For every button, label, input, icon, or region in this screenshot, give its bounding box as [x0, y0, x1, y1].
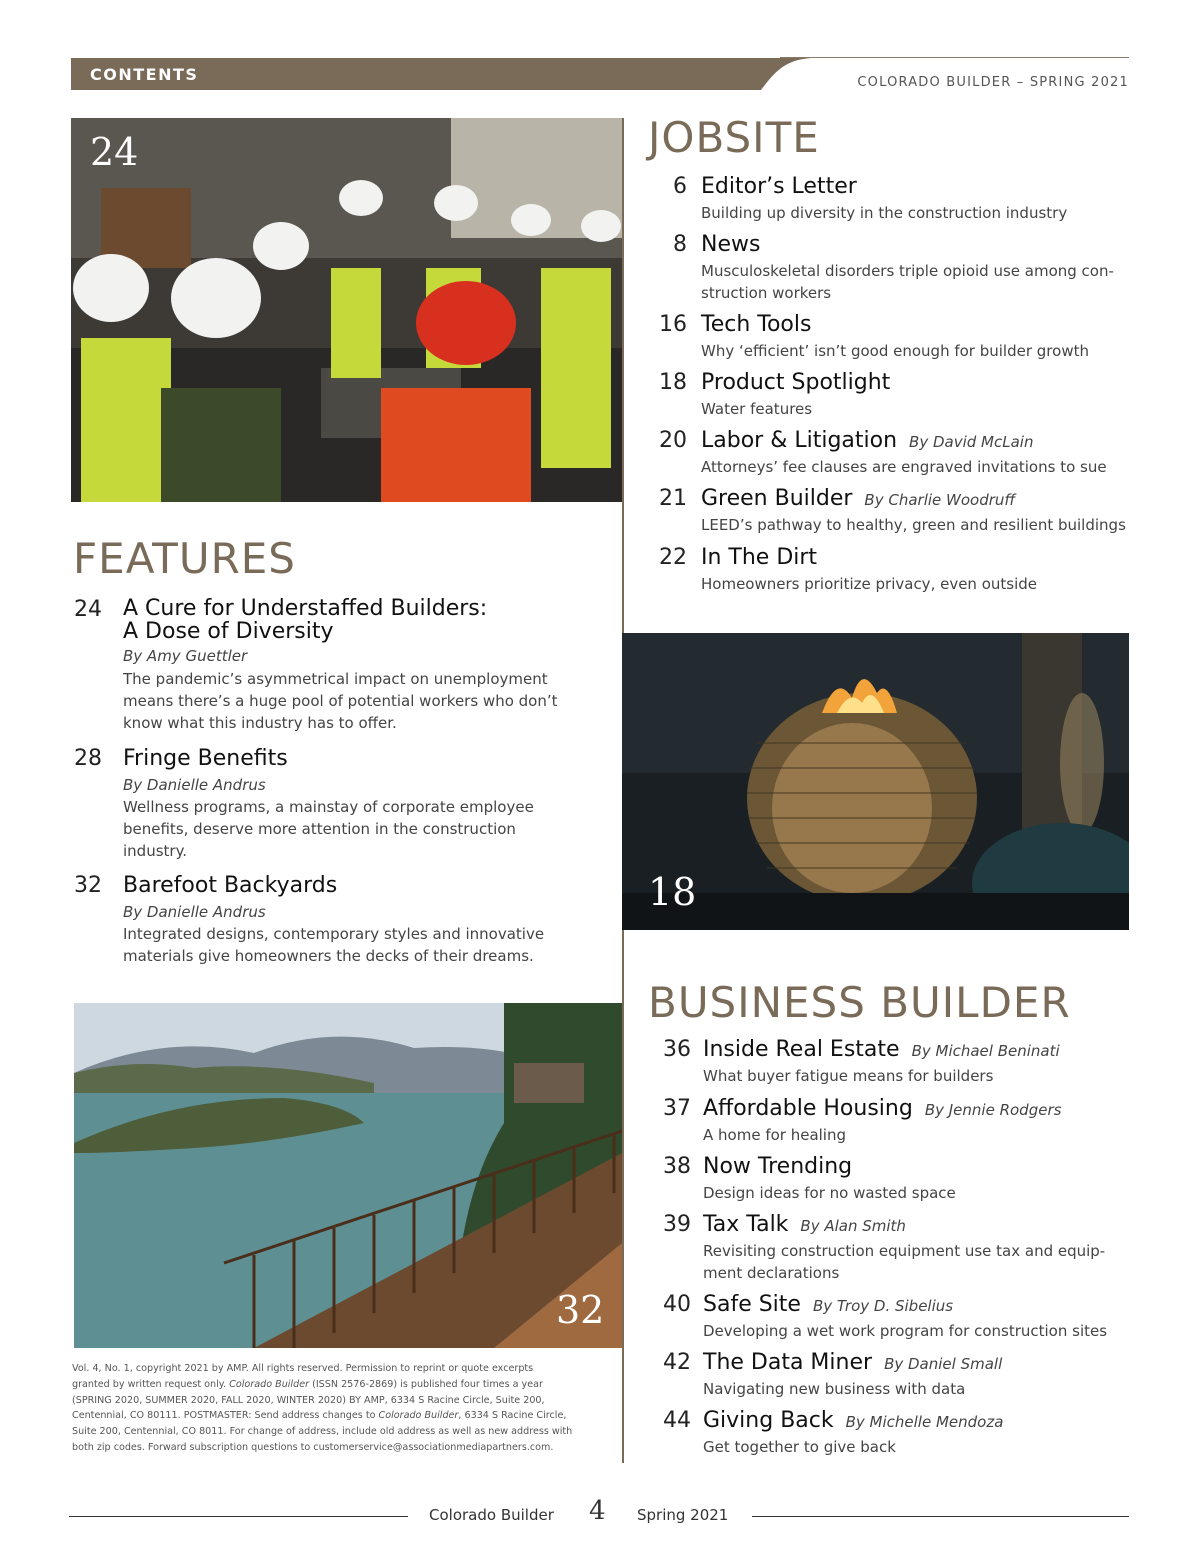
entry-page: 39 [663, 1212, 691, 1237]
entry-desc: The pandemic’s asymmetrical impact on unemployment [123, 670, 548, 688]
feature-entry[interactable] [72, 597, 612, 737]
jobsite-entry[interactable] [648, 370, 1138, 422]
entry-desc: Navigating new business with data [703, 1380, 966, 1398]
copyright-line: granted by written request only. Colorado Builder (ISSN 2576-2869) is published four times a year [72, 1378, 543, 1390]
entry-title: Inside Real Estate [703, 1037, 900, 1062]
business-entry[interactable] [648, 1350, 1138, 1402]
entry-desc: Wellness programs, a mainstay of corporate employee [123, 798, 534, 816]
entry-title: Barefoot Backyards [123, 873, 338, 898]
entry-title-line2: A Dose of Diversity [123, 619, 334, 644]
entry-title: Editor’s Letter [701, 174, 857, 199]
entry-byline: By Alan Smith [800, 1217, 906, 1235]
entry-page: 16 [659, 312, 687, 337]
entry-title: Fringe Benefits [123, 746, 288, 771]
fire-photo-page-number: 18 [648, 870, 697, 914]
entry-byline: By Michelle Mendoza [845, 1413, 1004, 1431]
fire-water-bowl-photo [622, 633, 1129, 930]
entry-page: 37 [663, 1096, 691, 1121]
entry-page: 21 [659, 486, 687, 511]
entry-page: 32 [74, 873, 102, 898]
footer-magazine: Colorado Builder [429, 1506, 554, 1524]
entry-desc: industry. [123, 842, 188, 860]
feature-entry[interactable] [72, 746, 612, 864]
entry-page: 22 [659, 545, 687, 570]
entry-title: Affordable Housing [703, 1096, 913, 1121]
entry-desc: Developing a wet work program for construction sites [703, 1322, 1108, 1340]
jobsite-entry[interactable] [648, 232, 1138, 304]
copyright-line: (SPRING 2020, SUMMER 2020, FALL 2020, WINTER 2020) BY AMP, 6334 S Racine Circle, Suite 200, [72, 1394, 545, 1406]
entry-title: Product Spotlight [701, 370, 891, 395]
entry-desc: means there’s a huge pool of potential workers who don’t [123, 692, 558, 710]
entry-byline: By Amy Guettler [123, 647, 248, 665]
entry-desc: Attorneys’ fee clauses are engraved invitations to sue [701, 458, 1107, 476]
entry-desc: benefits, deserve more attention in the construction [123, 820, 516, 838]
copyright-line: both zip codes. Forward subscription questions to customerservice@associationmediapartners.com. [72, 1441, 554, 1453]
business-entry[interactable] [648, 1212, 1138, 1286]
copyright-line: Centennial, CO 80111. POSTMASTER: Send address changes to Colorado Builder, 6334 S Racine Circle, [72, 1410, 567, 1422]
entry-title: Labor & Litigation [701, 428, 898, 453]
business-section-title: BUSINESS BUILDER [648, 978, 1071, 1027]
entry-page: 8 [673, 232, 687, 257]
copyright-line: Vol. 4, No. 1, copyright 2021 by AMP. All rights reserved. Permission to reprint or quote excerpts [72, 1363, 534, 1374]
entry-title: Now Trending [703, 1154, 853, 1179]
workers-photo-page-number: 24 [90, 130, 139, 174]
entry-desc: Homeowners prioritize privacy, even outside [701, 575, 1038, 593]
business-entry[interactable] [648, 1154, 1138, 1206]
entry-desc: Get together to give back [703, 1438, 896, 1456]
entry-page: 18 [659, 370, 687, 395]
entry-page: 44 [663, 1408, 691, 1433]
entry-desc: ment declarations [703, 1264, 840, 1282]
entry-title: Green Builder [701, 486, 853, 511]
entry-page: 36 [663, 1037, 691, 1062]
entry-desc: materials give homeowners the decks of their dreams. [123, 947, 534, 965]
entry-byline: By Danielle Andrus [123, 903, 266, 921]
entry-desc: Design ideas for no wasted space [703, 1184, 956, 1202]
entry-page: 20 [659, 428, 687, 453]
entry-desc: Revisiting construction equipment use tax and equip- [703, 1242, 1106, 1260]
entry-byline: By Jennie Rodgers [924, 1101, 1062, 1119]
entry-title: Safe Site [703, 1292, 801, 1317]
entry-page: 40 [663, 1292, 691, 1317]
jobsite-entry[interactable] [648, 545, 1138, 597]
footer-rule-left [69, 1516, 408, 1517]
header-rule [780, 57, 1129, 58]
entry-byline: By David McLain [909, 433, 1034, 451]
entry-desc: Why ‘efficient’ isn’t good enough for builder growth [701, 342, 1089, 360]
business-entry[interactable] [648, 1037, 1138, 1089]
entry-byline: By Daniel Small [884, 1355, 1003, 1373]
business-entry[interactable] [648, 1096, 1138, 1148]
entry-title: Tax Talk [703, 1212, 789, 1237]
feature-entry[interactable] [72, 873, 612, 969]
contents-label: CONTENTS [90, 65, 199, 84]
footer-page-number: 4 [589, 1496, 606, 1526]
jobsite-entry[interactable] [648, 486, 1138, 538]
entry-desc: Musculoskeletal disorders triple opioid use among con- [701, 262, 1114, 280]
entry-desc: LEED’s pathway to healthy, green and resilient buildings [701, 516, 1126, 534]
issue-label: COLORADO BUILDER – SPRING 2021 [857, 75, 1129, 90]
copyright-notice [72, 1361, 612, 1456]
copyright-line: Suite 200, Centennial, CO 8011. For change of address, include old address as well as new address with [72, 1426, 573, 1438]
entry-page: 28 [74, 746, 102, 771]
jobsite-entry[interactable] [648, 174, 1138, 226]
entry-byline: By Charlie Woodruff [864, 491, 1016, 509]
lake-view-deck-photo [74, 1003, 622, 1348]
jobsite-entry[interactable] [648, 312, 1138, 364]
entry-title: The Data Miner [703, 1350, 873, 1375]
entry-desc: know what this industry has to offer. [123, 714, 397, 732]
entry-page: 42 [663, 1350, 691, 1375]
entry-desc: struction workers [701, 284, 832, 302]
entry-title: News [701, 232, 761, 257]
entry-byline: By Danielle Andrus [123, 776, 266, 794]
entry-page: 24 [74, 597, 102, 622]
footer-issue: Spring 2021 [637, 1506, 729, 1524]
entry-desc: What buyer fatigue means for builders [703, 1067, 994, 1085]
entry-title: A Cure for Understaffed Builders: [123, 596, 488, 621]
features-section-title: FEATURES [73, 534, 296, 583]
deck-photo-page-number: 32 [556, 1288, 605, 1332]
entry-title: Giving Back [703, 1408, 834, 1433]
entry-title: In The Dirt [701, 545, 818, 570]
jobsite-section-title: JOBSITE [648, 113, 820, 162]
entry-byline: By Troy D. Sibelius [812, 1297, 954, 1315]
entry-desc: Water features [701, 400, 813, 418]
entry-title: Tech Tools [701, 312, 812, 337]
jobsite-entry[interactable] [648, 428, 1138, 480]
entry-byline: By Michael Beninati [911, 1042, 1060, 1060]
construction-workers-photo [71, 118, 622, 502]
footer-rule-right [752, 1516, 1129, 1517]
entry-desc: A home for healing [703, 1126, 847, 1144]
entry-desc: Integrated designs, contemporary styles and innovative [123, 925, 545, 943]
entry-page: 38 [663, 1154, 691, 1179]
business-entry[interactable] [648, 1292, 1138, 1344]
entry-desc: Building up diversity in the construction industry [701, 204, 1068, 222]
business-entry[interactable] [648, 1408, 1138, 1460]
entry-page: 6 [673, 174, 687, 199]
